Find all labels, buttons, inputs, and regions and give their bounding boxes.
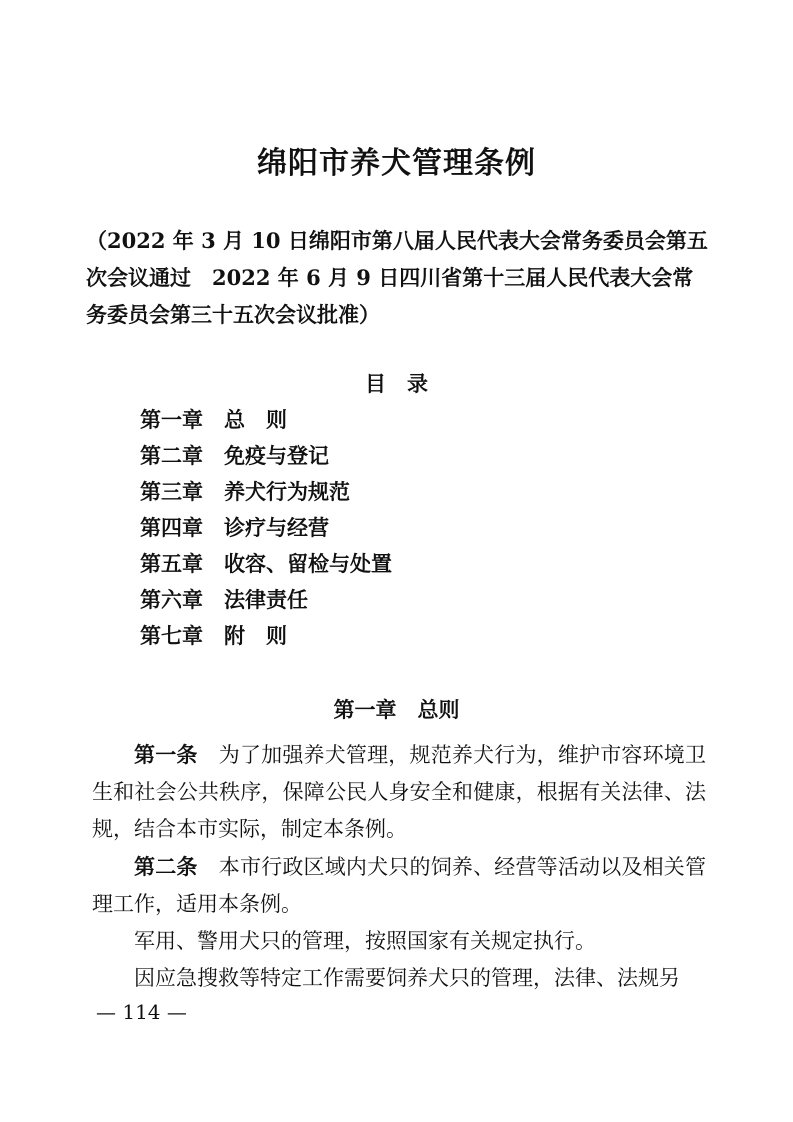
toc-chapter-title: 法律责任 xyxy=(224,587,308,612)
toc-chapter-title: 附 则 xyxy=(224,623,287,648)
toc-item xyxy=(140,546,392,582)
article-text: 为了加强养犬管理，规范养犬行为，维护市容环境卫生和社会公共秩序，保障公民人身安全和健康，根据有关法律、法规，结合本市实际，制定本条例。 xyxy=(92,743,706,841)
toc-item xyxy=(140,510,392,546)
document-subtitle: （2022 年 3 月 10 日绵阳市第八届人民代表大会常务委员会第五次会议通过 2022 年 6 月 9 日四川省第十三届人民代表大会常务委员会第三十五次会议批准） xyxy=(86,228,708,327)
toc-chapter-number: 第一章 xyxy=(140,407,203,432)
table-of-contents xyxy=(140,402,392,654)
toc-chapter-title: 诊疗与经营 xyxy=(224,515,329,540)
toc-chapter-number: 第五章 xyxy=(140,551,203,576)
article-text: 本市行政区域内犬只的饲养、经营等活动以及相关管理工作，适用本条例。 xyxy=(92,855,706,916)
article-text: 因应急搜救等特定工作需要饲养犬只的管理，法律、法规另 xyxy=(134,966,680,990)
chapter-body xyxy=(92,736,706,997)
article-label: 第一条 xyxy=(134,742,198,767)
toc-item xyxy=(140,438,392,474)
toc-heading: 目 录 xyxy=(365,371,428,396)
toc-chapter-title: 养犬行为规范 xyxy=(224,479,350,504)
article-text: 军用、警用犬只的管理，按照国家有关规定执行。 xyxy=(134,929,596,953)
toc-item xyxy=(140,402,392,438)
article-paragraph xyxy=(92,923,706,960)
article-label: 第二条 xyxy=(134,854,198,879)
toc-chapter-number: 第六章 xyxy=(140,587,203,612)
article-paragraph xyxy=(92,736,706,848)
toc-item xyxy=(140,618,392,654)
chapter-heading: 第一章 总则 xyxy=(333,697,460,722)
article-paragraph xyxy=(92,848,706,923)
toc-chapter-title: 免疫与登记 xyxy=(224,443,329,468)
toc-chapter-number: 第二章 xyxy=(140,443,203,468)
toc-chapter-number: 第三章 xyxy=(140,479,203,504)
document-title: 绵阳市养犬管理条例 xyxy=(257,146,536,181)
toc-chapter-title: 总 则 xyxy=(224,407,287,432)
page-number: — 114 — xyxy=(96,1000,187,1024)
toc-item xyxy=(140,582,392,618)
toc-chapter-title: 收容、留检与处置 xyxy=(224,551,392,576)
article-paragraph xyxy=(92,960,706,997)
toc-chapter-number: 第七章 xyxy=(140,623,203,648)
toc-item xyxy=(140,474,392,510)
toc-chapter-number: 第四章 xyxy=(140,515,203,540)
